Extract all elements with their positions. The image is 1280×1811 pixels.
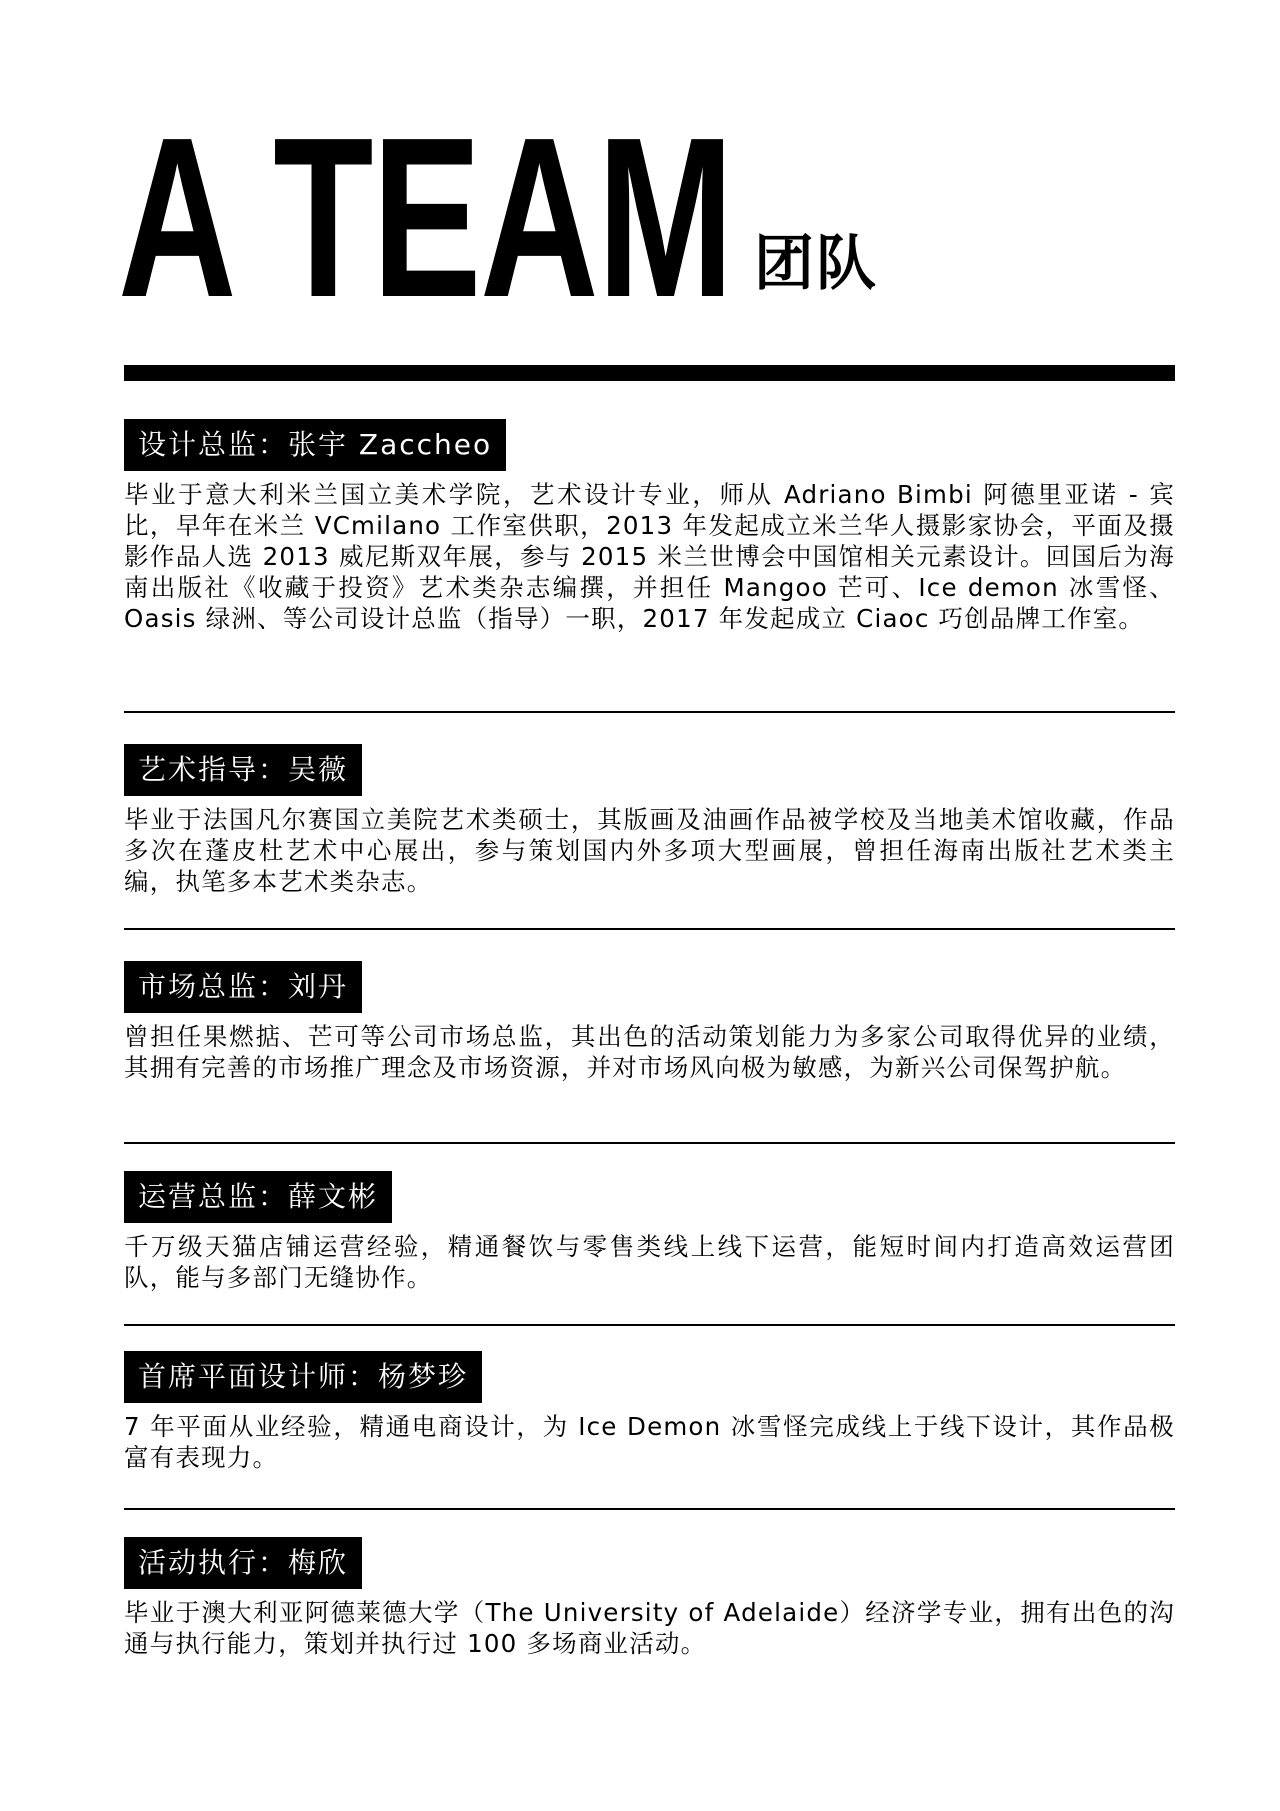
member-section <box>124 419 1175 634</box>
member-section <box>124 1171 1175 1293</box>
page-subtitle: 团队 <box>754 229 878 299</box>
role-label: 活动执行：梅欣 <box>124 1537 362 1589</box>
member-section <box>124 744 1175 897</box>
section-divider <box>124 1324 1175 1326</box>
member-bio: 千万级天猫店铺运营经验，精通餐饮与零售类线上线下运营，能短时间内打造高效运营团队，能与多部门无缝协作。 <box>124 1232 1175 1292</box>
role-label: 设计总监：张宇 Zaccheo <box>124 419 506 471</box>
page-title: A TEAM <box>118 91 733 345</box>
role-label: 首席平面设计师：杨梦珍 <box>124 1351 482 1403</box>
role-label: 市场总监：刘丹 <box>124 961 362 1013</box>
member-bio: 毕业于意大利米兰国立美术学院，艺术设计专业，师从 Adriano Bimbi 阿德里亚诺 - 宾比，早年在米兰 VCmilano 工作室供职，2013 年发起成立米兰华人摄影家协会，平面及摄影作品人选 2013 威尼斯双年展，参与 2015 米兰世博会中国馆相关元素设计。回国后为海南出版社《收藏于投资》艺术类杂志编撰，并担任 Mangoo 芒可、Ice demon 冰雪怪、Oasis 绿洲、等公司设计总监（指导）一职，2017 年发起成立 Ciaoc 巧创品牌工作室。 <box>124 480 1175 633</box>
member-bio: 毕业于法国凡尔赛国立美院艺术类硕士，其版画及油画作品被学校及当地美术馆收藏，作品多次在蓬皮杜艺术中心展出，参与策划国内外多项大型画展，曾担任海南出版社艺术类主编，执笔多本艺术类杂志。 <box>124 805 1175 896</box>
role-label: 运营总监：薛文彬 <box>124 1171 392 1223</box>
member-section <box>124 1351 1175 1473</box>
section-divider <box>124 1508 1175 1510</box>
member-bio: 毕业于澳大利亚阿德莱德大学（The University of Adelaide）经济学专业，拥有出色的沟通与执行能力，策划并执行过 100 多场商业活动。 <box>124 1598 1175 1658</box>
title-underline-bar <box>124 365 1175 381</box>
section-divider <box>124 711 1175 713</box>
page-header <box>118 91 1175 345</box>
section-divider <box>124 1142 1175 1144</box>
section-divider <box>124 928 1175 930</box>
member-section <box>124 961 1175 1083</box>
role-label: 艺术指导：吴薇 <box>124 744 362 796</box>
member-section <box>124 1537 1175 1659</box>
member-bio: 曾担任果燃掂、芒可等公司市场总监，其出色的活动策划能力为多家公司取得优异的业绩，其拥有完善的市场推广理念及市场资源，并对市场风向极为敏感，为新兴公司保驾护航。 <box>124 1022 1175 1082</box>
member-bio: 7 年平面从业经验，精通电商设计，为 Ice Demon 冰雪怪完成线上于线下设计，其作品极富有表现力。 <box>124 1412 1175 1472</box>
